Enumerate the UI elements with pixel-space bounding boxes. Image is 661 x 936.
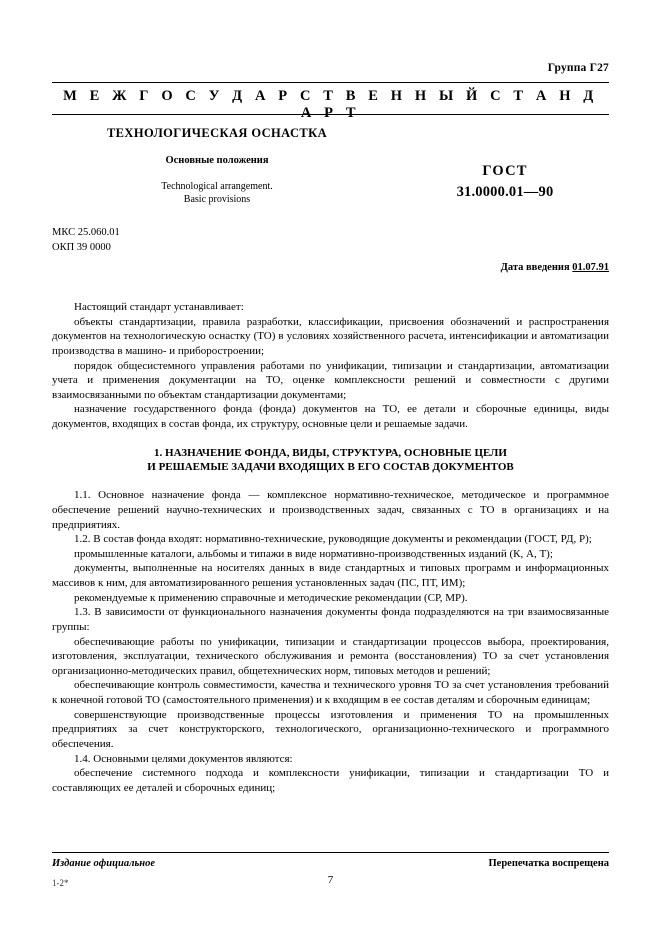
title-block [52, 126, 382, 206]
paragraph-scope-3: назначение государственного фонда (фонда) документов на ТО, ее детали и сборочные единицы, виды документов, входящих в состав фонда, их структуру, основные цели и решаемые задачи. [52, 403, 609, 430]
paragraph-1-2-b: документы, выполненные на носителях данных в виде стандартных и типовых программ и информационных массивов к ним, для автоматизированного решения установленных задач (ПС, ПТ, ИМ); [52, 562, 609, 590]
footer-reprint-note: Перепечатка воспрещена [488, 858, 609, 869]
introduction-date [501, 262, 609, 273]
paragraph-1-1: 1.1. Основное назначение фонда — комплексное нормативно-техническое, методическое и программное обеспечение решений научно-технических и производственных задач, связанных с ТО в организациях и на предприятиях. [52, 489, 609, 531]
paragraph-1-3: 1.3. В зависимости от функционального назначения документы фонда подразделяются на три взаимосвязанные группы: [52, 606, 609, 633]
paragraph-scope-2: порядок общесистемного управления работами по унификации, типизации и стандартизации, автоматизации учета и применения документации на ТО, оценке комплексности решений и совместности с другими взаимосвязанными по объектам стандартизации документами; [52, 359, 609, 401]
paragraph-1-2-a: промышленные каталоги, альбомы и типажи в виде нормативно-производственных изданий (К, А, Т); [74, 547, 553, 560]
gost-designation [400, 163, 610, 201]
document-title-en-line2: Basic provisions [183, 193, 251, 205]
header-rule-top [52, 82, 609, 83]
document-title-en-line1: Technological arrangement. [161, 181, 273, 192]
paragraph-1-3-b: обеспечивающие контроль совместимости, качества и технического уровня ТО за счет установления требований к конечной готовой ТО (самостоятельного применения) и к входящим в ее состав деталям и сборочным единицам; [52, 679, 609, 707]
paragraph-1-2-c: рекомендуемые к применению справочные и методические рекомендации (СР, МР). [74, 591, 468, 604]
paragraph-intro: Настоящий стандарт устанавливает: [74, 301, 244, 313]
okp-code: ОКП 39 0000 [52, 242, 111, 254]
document-subtitle: Основные положения [165, 155, 269, 166]
footer-rule [52, 852, 609, 853]
section-heading [52, 446, 609, 476]
paragraph-1-3-a: обеспечивающие работы по унификации, типизации и стандартизации процессов выбора, проектирования, изготовления, эксплуатации, технического обслуживания и ремонта (восстановления) ТО за счет установления организационно-методических правил, общетехнических норм, типовых методов и решений; [52, 635, 609, 677]
page-number: 7 [327, 874, 334, 886]
paragraph-1-4: 1.4. Основными целями документов являются: [74, 752, 293, 765]
footer-signature-mark: 1-2* [52, 878, 69, 888]
paragraph-1-3-c: совершенствующие производственные процессы изготовления и применения ТО на промышленных предприятиях за счет конструкторского, технологического, организационно-технического и программного обеспечения. [52, 708, 609, 750]
paragraph-1-2: 1.2. В состав фонда входят: нормативно-технические, руководящие документы и рекомендации (ГОСТ, РД, Р); [74, 533, 592, 546]
document-body [52, 300, 609, 795]
introduction-date-value: 01.07.91 [572, 262, 609, 273]
paragraph-1-4-a: обеспечение системного подхода и комплексности унификации, типизации и стандартизации ТО и составляющих ее деталей и сборочных единиц; [52, 767, 609, 794]
classification-codes [52, 225, 120, 255]
document-title-en [52, 181, 382, 206]
standard-type-heading: М Е Ж Г О С У Д А Р С Т В Е Н Н Ы Й С Т А Н Д А Р Т [63, 88, 598, 121]
footer-edition-note: Издание официальное [52, 858, 156, 869]
document-title: ТЕХНОЛОГИЧЕСКАЯ ОСНАСТКА [106, 126, 328, 140]
paragraph-scope-1: объекты стандартизации, правила разработки, классификации, присвоения обозначений и распространения документов на технологическую оснастку (ТО) в условиях хозяйственного расчета, интенсификации и автоматизации производства в машино- и приборостроении; [52, 315, 609, 357]
gost-label: ГОСТ [482, 163, 528, 179]
gost-number: 31.0000.01—90 [456, 184, 554, 200]
section-heading-line2: И РЕШАЕМЫЕ ЗАДАЧИ ВХОДЯЩИХ В ЕГО СОСТАВ ДОКУМЕНТОВ [147, 461, 514, 474]
mks-code: МКС 25.060.01 [52, 227, 120, 238]
header-rule-bottom [52, 114, 609, 115]
group-code: Группа Г27 [547, 62, 609, 74]
section-heading-line1: 1. НАЗНАЧЕНИЕ ФОНДА, ВИДЫ, СТРУКТУРА, ОСНОВНЫЕ ЦЕЛИ [154, 446, 507, 459]
introduction-date-label: Дата введения [500, 262, 573, 273]
